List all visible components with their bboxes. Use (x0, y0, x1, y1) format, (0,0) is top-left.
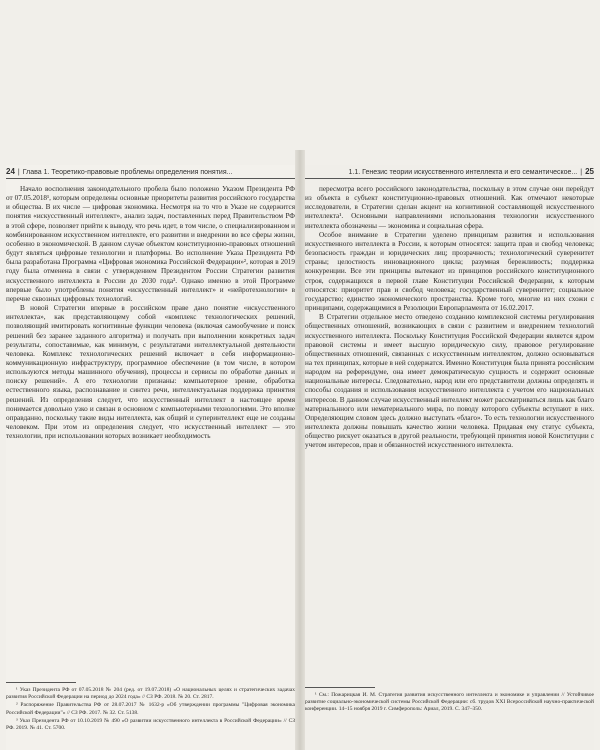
paragraph: В новой Стратегии впервые в российском праве дано понятие «искусственного интеллекта», как представляющему собой «комплекс технологических решений, позволяющий имитировать когнитивные функции человека (включая самообучение и поиск решений без заранее заданного алгоритма) и получать при выполнении конкретных задач результаты, сопоставимые, как минимум, с результатами интеллектуальной деятельности человека. Комплекс технологических решений включает в себя информационно-коммуникационную инфраструктуру, программное обеспечение (в том числе, в котором используются методы машинного обучения), процессы и сервисы по обработке данных и поиску решений». А его технологии признаны: компьютерное зрение, обработка естественного языка, распознавание и синтез речи, интеллектуальная поддержка принятия решений. Из определения следует, что искусственный интеллект в настоящее время понимается довольно узко и связан в основном с компьютерными технологиями. Это вполне оправданно, поскольку такие виды интеллекта, как общий и суперинтеллект еще не созданы человеком. При этом из определения следует, что искусственный интеллект — это технологии, при использовании которых возникает необходимость (6, 304, 295, 441)
footnote-rule (6, 682, 76, 683)
book-spine (295, 150, 305, 750)
paragraph: В Стратегии отдельное место отведено созданию комплексной системы регулирования общественных отношений, возникающих в связи с развитием и внедрением технологий искусственного интеллекта. Поскольку Конституция Российской Федерации является ядром правовой системы и имеет высшую юридическую силу, правовое регулирование общественных отношений, связанных с искусственным интеллектом, должно основываться на тех принципах, которые в ней содержатся. Именно Конституция была принята российским народом на референдуме, она имеет демократическую сущность и содержит основные национальные интересы. Следовательно, народ или его представители должны определять и способы создания и использования искусственного интеллекта с учетом его национальных интересов. В данном случае искусственный интеллект может рассматриваться лишь как благо материальнного или нематериального мира, по поводу которого субъекты вступают в них. Определяющим словом здесь должно выступать «благо». То есть технологии искусственного интеллекта должны повышать качество жизни человека. Придавая ему статус субъекта, общество рискует оказаться в другой реальности, требующей принятия новой Конституции с учетом интересов, прав и обязанностей искусственного интеллекта. (305, 313, 594, 450)
footnote: ² Распоряжение Правительства РФ от 28.07.2017 № 1632-р «Об утверждении программы "Цифровая экономика Российской Федерации"» // СЗ РФ. 2017. № 32. Ст. 5138. (6, 702, 295, 716)
footnote-rule (305, 687, 375, 688)
footnote: ³ Указ Президента РФ от 10.10.2019 № 490 «О развитии искусственного интеллекта в Российской Федерации» // СЗ РФ. 2019. № 41. Ст. 5700. (6, 717, 295, 732)
left-body-text (6, 185, 295, 441)
footnote: ¹ Указ Президента РФ от 07.05.2018 № 204 (ред. от 19.07.2018) «О национальных целях и стратегических задачах развития Российской Федерации на период до 2024 года» // СЗ РФ. 2018. № 20. Ст. 2817. (6, 687, 295, 701)
paragraph: пересмотра всего российского законодательства, поскольку в этом случае они перейдут из объекта в субъект конституционно-правовых отношений. Как отмечают некоторые исследователи, в Стратегии сделан акцент на когнитивной составляющей искусственного интеллекта¹. Основными направлениями использования технологии искусственного интеллекта обозначены — экономика и социальная сфера. (305, 185, 594, 230)
right-footnotes (305, 687, 594, 715)
right-page-number: 25 (585, 167, 594, 176)
left-footnotes (6, 682, 295, 733)
left-running-head: 24 | Глава 1. Теоретико-правовые проблемы определения понятия... (6, 165, 295, 179)
right-running-head-text: 1.1. Генезис теории искусственного интеллекта и его семантическое... (348, 169, 578, 176)
footnote: ¹ См.: Пожарицкая И. М. Стратегия развития искусственного интеллекта и экономике и управлении // Устойчивое развитие социально-экономической системы Российской Федерации: сб. трудов XXI Всероссийской научно-практической конференции. 14–15 ноября 2019 г. Симферополь: Ариал, 2019. С. 347–350. (305, 692, 594, 713)
left-page-number: 24 (6, 167, 15, 176)
paragraph: Начало восполнения законодательного пробела было положено Указом Президента РФ от 07.05.2018¹, которым определены основные приоритеты развития российского государства и общества. В их числе — цифровая экономика. Несмотря на то что в Указе не содержится понятия «искусственный интеллект», анализ задач, поставленных перед Правительством РФ в этой сфере, позволяет прийти к выводу, что речь идет, в том числе, о специализированном и комбинированном искусственном интеллекте, его развитии и внедрении во все сферы жизни, особенно в экономической. В данном случае объектом конституционно-правовых отношений будут являться цифровые технологии и платформы. Во исполнение Указа Президента РФ была разработана Программа «Цифровая экономика Российской Федерации»², которая в 2019 году была отменена в связи с утверждением Президентом России Стратегии развития искусственного интеллекта в России до 2030 года³. Однако именно в этой Программе впервые было употреблены понятия «искусственный интеллект» и «нейротехнологии» в перечне сквозных цифровых технологий. (6, 185, 295, 303)
right-body-text (305, 185, 594, 451)
right-running-head: 1.1. Генезис теории искусственного интеллекта и его семантическое... | 25 (305, 165, 594, 179)
left-running-head-text: Глава 1. Теоретико-правовые проблемы определения понятия... (22, 169, 233, 176)
paragraph: Особое внимание в Стратегии уделено принципам развития и использования искусственного интеллекта в России, к которым относятся: защита прав и свобод человека; безопасность граждан и юридических лиц; прозрачность; технологический суверенитет страны; целостность инновационного цикла; разумная бережливость; поддержка конкуренции. Все эти принципы вытекают из принципов российского конституционного строя, содержащихся в первой главе Конституции Российской Федерации, к которым относятся: приоритет прав и свобод человека; государственный суверенитет; социальное государство; единство экономического пространства. Кроме того, многие из них схожи с принципами, содержащимися в Резолюции Европарламента от 16.02.2017. (305, 230, 594, 313)
right-page (305, 165, 594, 750)
left-page (6, 165, 295, 750)
